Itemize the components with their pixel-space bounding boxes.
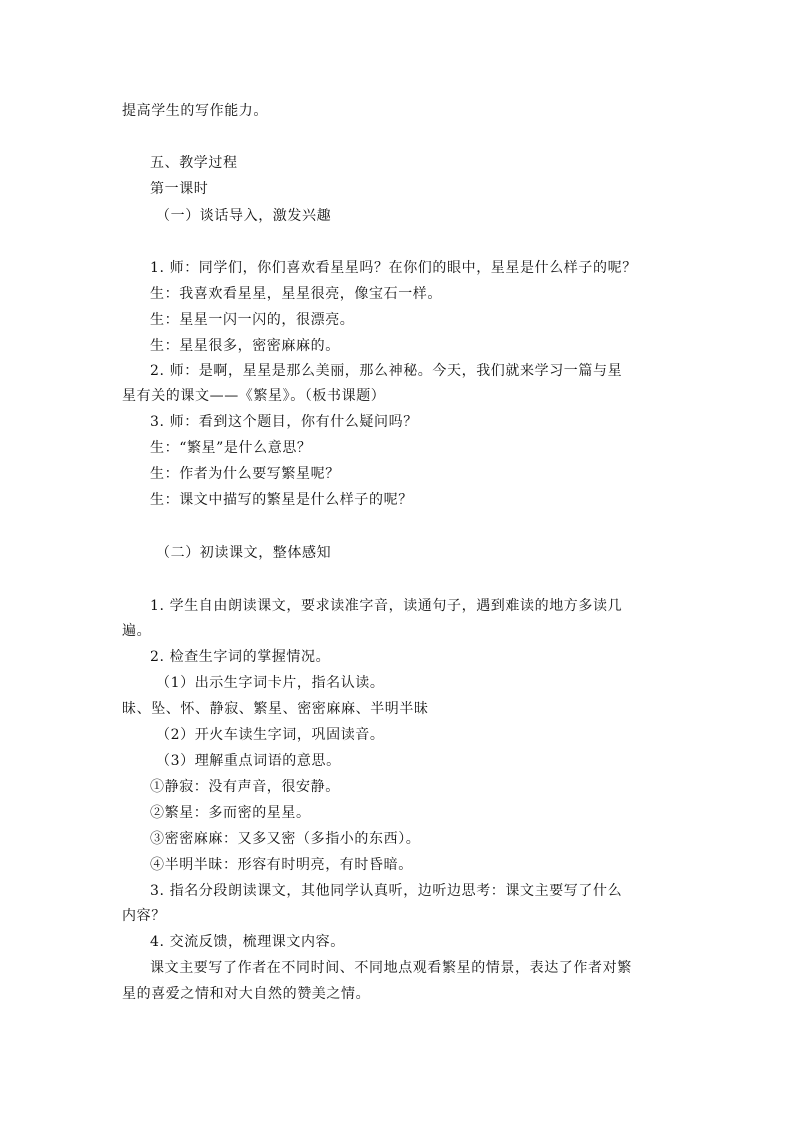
subsection-heading: （一）谈话导入，激发兴趣 (156, 208, 332, 224)
text-line: 昧、坠、怀、静寂、繁星、密密麻麻、半明半昧 (122, 701, 429, 717)
text-line: 1. 学生自由朗读课文，要求读准字音，读通句子，遇到难读的地方多读几 (150, 598, 623, 614)
text-line: 2. 师：是啊，星星是那么美丽，那么神秘。今天，我们就来学习一篇与星 (150, 363, 623, 379)
text-line: 生：作者为什么要写繁星呢？ (150, 466, 340, 482)
text-line: 3. 师：看到这个题目，你有什么疑问吗？ (150, 414, 418, 430)
text-line: ②繁星：多而密的星星。 (150, 805, 311, 821)
text-line: （1）出示生字词卡片，指名认读。 (156, 675, 385, 691)
subsection-heading: （二）初读课文，整体感知 (156, 545, 332, 561)
text-line: 2. 检查生字词的掌握情况。 (150, 649, 331, 665)
text-line: 1. 师：同学们，你们喜欢看星星吗？在你们的眼中，星星是什么样子的呢？ (150, 260, 637, 276)
text-line: 生：“繁星”是什么意思？ (150, 440, 312, 456)
text-line: 提高学生的写作能力。 (122, 103, 268, 119)
text-line: 星有关的课文——《繁星》。（板书课题） (122, 388, 386, 404)
text-line: （2）开火车读生字词，巩固读音。 (156, 727, 385, 743)
text-line: ③密密麻麻：又多又密（多指小的东西）。 (150, 831, 421, 847)
text-line: 课文主要写了作者在不同时间、不同地点观看繁星的情景，表达了作者对繁 (150, 960, 632, 976)
text-line: 遍。 (122, 623, 152, 639)
text-line: （3）理解重点词语的意思。 (156, 753, 341, 769)
section-heading: 五、教学过程 (150, 155, 238, 171)
text-line: 生：我喜欢看星星，星星很亮，像宝石一样。 (150, 286, 442, 302)
text-line: 3. 指名分段朗读课文，其他同学认真听，边听边思考：课文主要写了什么 (150, 883, 623, 899)
text-line: 生：课文中描写的繁星是什么样子的呢？ (150, 492, 413, 508)
text-line: 生：星星一闪一闪的，很漂亮。 (150, 312, 355, 328)
text-line: ④半明半昧：形容有时明亮，有时昏暗。 (150, 857, 413, 873)
text-line: ①静寂：没有声音，很安静。 (150, 779, 340, 795)
text-line: 生：星星很多，密密麻麻的。 (150, 338, 340, 354)
lesson-heading: 第一课时 (150, 181, 209, 197)
text-line: 内容？ (122, 908, 166, 924)
text-line: 4. 交流反馈，梳理课文内容。 (150, 934, 345, 950)
text-line: 星的喜爱之情和对大自然的赞美之情。 (122, 986, 371, 1002)
